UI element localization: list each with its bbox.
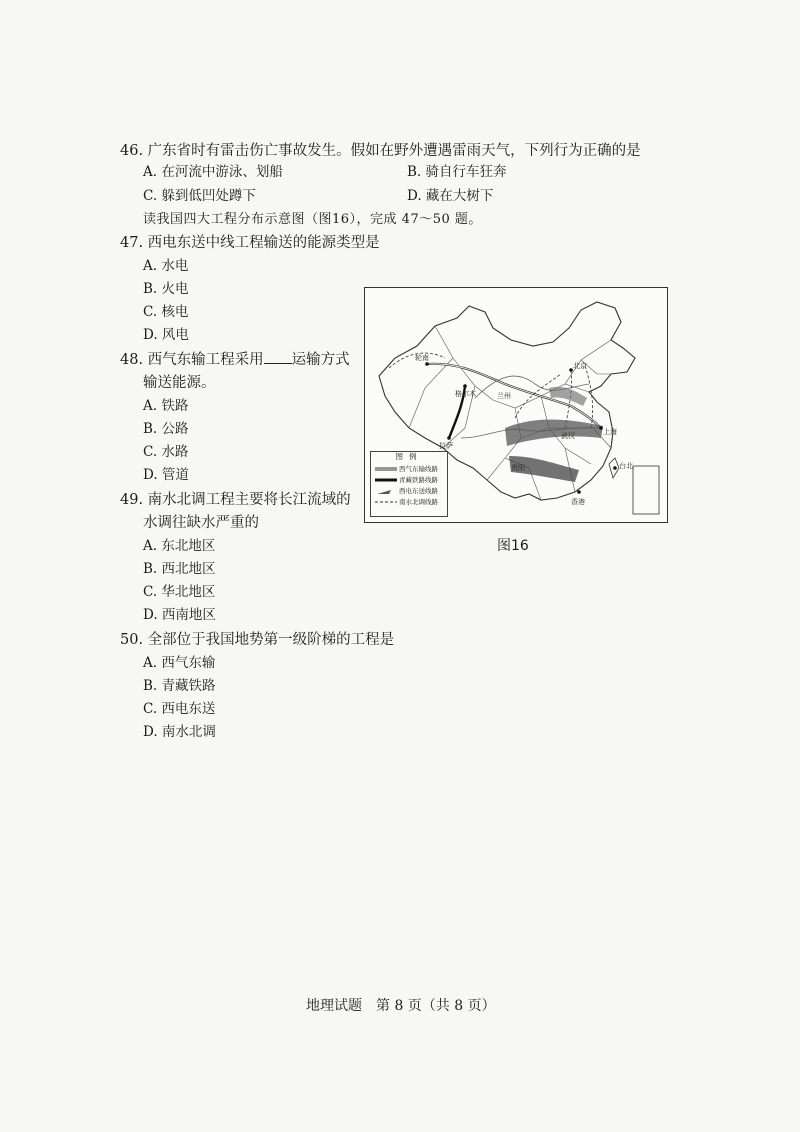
- question-48-stem-part1: 48. 西气东输工程采用: [120, 352, 264, 368]
- label-lanzhou: 兰州: [497, 392, 511, 400]
- legend-title: 图例: [395, 452, 423, 461]
- question-46-option-b: B. 骑自行车狂奔: [407, 164, 507, 180]
- question-47-stem: 47. 西电东送中线工程输送的能源类型是: [120, 235, 380, 251]
- label-hongkong: 香港: [571, 498, 585, 506]
- question-50-option-d: D. 南水北调: [143, 724, 216, 740]
- label-taipei: 台北: [619, 462, 633, 470]
- page-footer: 地理试题 第 8 页（共 8 页）: [306, 998, 496, 1014]
- label-beijing: 北京: [573, 362, 587, 370]
- figure-caption: 图16: [497, 538, 529, 554]
- label-golmud: 格尔木: [455, 390, 476, 398]
- question-50-option-c: C. 西电东送: [143, 701, 216, 717]
- question-48-option-c: C. 水路: [143, 444, 189, 460]
- question-50-stem: 50. 全部位于我国地势第一级阶梯的工程是: [120, 632, 395, 648]
- question-48-stem-part2: 运输方式: [291, 352, 350, 368]
- china-projects-map: [364, 287, 668, 523]
- legend-item-water: 南水北调线路: [371, 497, 447, 508]
- legend-item-gas: 西气东输线路: [371, 464, 447, 475]
- question-49-option-a: A. 东北地区: [143, 538, 216, 554]
- answer-blank: [264, 351, 292, 364]
- legend-item-railway: 青藏铁路线路: [371, 475, 447, 486]
- question-47-option-a: A. 水电: [143, 258, 189, 274]
- question-47-option-c: C. 核电: [143, 304, 189, 320]
- legend-item-power: 西电东送线路: [371, 486, 447, 497]
- label-lhasa: 拉萨: [439, 442, 453, 450]
- question-48-stem: [120, 350, 350, 370]
- map-legend: [370, 451, 448, 517]
- question-46-option-c: C. 躲到低凹处蹲下: [143, 188, 256, 204]
- legend-gas-line-icon: [375, 466, 397, 472]
- question-50-option-a: A. 西气东输: [143, 655, 216, 671]
- question-46-option-a: A. 在河流中游泳、划船: [143, 164, 283, 180]
- question-46-option-d: D. 藏在大树下: [407, 188, 494, 204]
- question-47-option-b: B. 火电: [143, 281, 189, 297]
- question-49-stem-line2: 水调往缺水严重的: [143, 515, 259, 531]
- label-wuhan: 武汉: [561, 432, 575, 440]
- label-guiyang: 贵阳: [511, 464, 525, 472]
- legend-railway-line-icon: [375, 477, 397, 483]
- legend-water-dash-icon: [375, 499, 397, 505]
- question-49-option-d: D. 西南地区: [143, 607, 216, 623]
- question-49-option-b: B. 西北地区: [143, 561, 216, 577]
- question-48-option-d: D. 管道: [143, 467, 189, 483]
- map-questions-intro: 读我国四大工程分布示意图（图16），完成 47～50 题。: [143, 212, 482, 227]
- west-east-power-band-middle: [505, 420, 603, 447]
- question-49-option-c: C. 华北地区: [143, 584, 216, 600]
- legend-power-arrow-icon: [375, 488, 397, 496]
- question-49-stem-line1: 49. 南水北调工程主要将长江流域的: [120, 492, 351, 508]
- label-lunnan: 轮南: [415, 354, 429, 362]
- question-48-stem-line2: 输送能源。: [143, 375, 216, 391]
- question-48-option-b: B. 公路: [143, 421, 189, 437]
- question-48-option-a: A. 铁路: [143, 398, 189, 414]
- question-47-option-d: D. 风电: [143, 327, 189, 343]
- question-46-stem: 46. 广东省时有雷击伤亡事故发生。假如在野外遭遇雷雨天气，下列行为正确的是: [120, 143, 641, 159]
- label-shanghai: 上海: [603, 428, 617, 436]
- question-50-option-b: B. 青藏铁路: [143, 678, 216, 694]
